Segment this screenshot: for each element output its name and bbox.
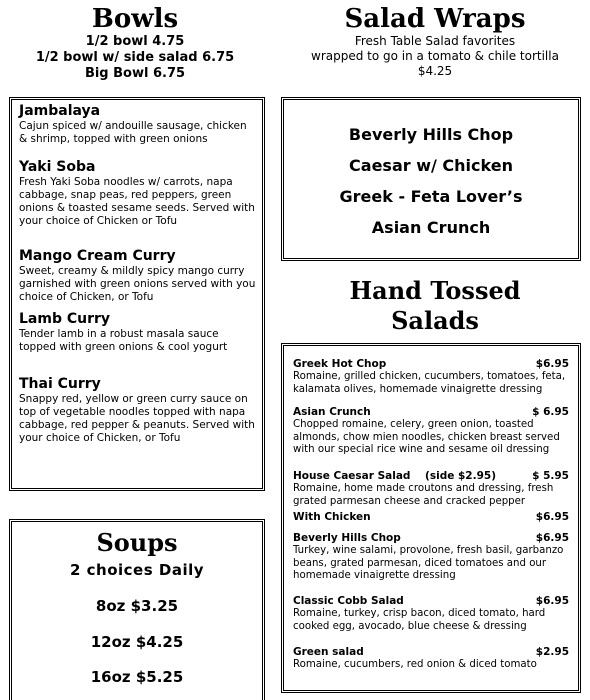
bowl-item-name: Yaki Soba [19, 159, 96, 175]
salad-item-price: $ 6.95 [532, 406, 569, 418]
bowl-price-half: 1/2 bowl 4.75 [85, 34, 185, 49]
salad-item-with-chicken [293, 511, 569, 524]
bowl-item-name: Thai Curry [19, 376, 101, 392]
salad-item-desc: Romaine, turkey, crisp bacon, diced tomato, hard cooked egg, avocado, blue cheese & dressing [293, 608, 546, 632]
salads-menu-box [281, 343, 581, 693]
salad-item-price: $ 5.95 [532, 470, 569, 482]
bowl-item-yaki-soba [19, 159, 258, 228]
bowl-price-big: Big Bowl 6.75 [84, 66, 186, 81]
soup-size-16oz: 16oz $5.25 [90, 668, 184, 686]
salad-item-desc: Turkey, wine salami, provolone, fresh basil, garbanzo beans, grated parmesan, diced tomatoes and our homemade vinaigrette dressing [293, 545, 564, 581]
wrap-item-asian-crunch: Asian Crunch [371, 218, 491, 237]
soup-size-12oz: 12oz $4.25 [90, 633, 184, 651]
bowl-item-name: Mango Cream Curry [19, 248, 176, 264]
salad-item-price: $6.95 [535, 595, 569, 607]
wraps-menu-box [281, 97, 581, 261]
salad-item-name: With Chicken [293, 511, 371, 523]
salad-item-house-caesar [293, 470, 569, 508]
salad-item-beverly-hills-chop [293, 532, 569, 583]
wraps-title: Salad Wraps [344, 4, 526, 34]
salad-item-asian-crunch [293, 406, 569, 457]
salad-item-green-salad [293, 646, 569, 672]
salad-item-greek-hot-chop [293, 358, 569, 396]
salads-title-line-2: Salads [391, 306, 479, 335]
soup-size-8oz: 8oz $3.25 [95, 597, 179, 615]
salad-item-name: Green salad [293, 646, 364, 658]
bowls-header [0, 4, 270, 82]
salad-item-desc: Chopped romaine, celery, green onion, toasted almonds, chow mien noodles, chicken breast served with our special rice wine and sesame oil dressing [293, 419, 560, 455]
salad-item-name: Classic Cobb Salad [293, 595, 404, 607]
wrap-item-greek: Greek - Feta Lover’s [339, 187, 523, 206]
bowl-item-name: Jambalaya [19, 103, 101, 119]
salad-item-classic-cobb [293, 595, 569, 633]
salad-item-name: Beverly Hills Chop [293, 532, 401, 544]
bowls-menu-box [9, 97, 265, 491]
bowl-item-jambalaya [19, 103, 258, 146]
salad-item-name: House Caesar Salad (side $2.95) [293, 470, 497, 482]
soups-subtitle: 2 choices Daily [69, 561, 205, 579]
bowl-item-thai-curry [19, 376, 258, 445]
bowl-item-desc: Cajun spiced w/ andouille sausage, chicken & shrimp, topped with green onions [19, 120, 247, 145]
soups-menu-box [9, 519, 265, 700]
salad-item-price: $6.95 [535, 511, 569, 523]
soups-title: Soups [96, 528, 178, 557]
salad-item-desc: Romaine, grilled chicken, cucumbers, tomatoes, feta, kalamata olives, homemade vinaigrette dressing [293, 371, 566, 395]
bowl-item-desc: Fresh Yaki Soba noodles w/ carrots, napa cabbage, snap peas, red peppers, green onions & toasted sesame seeds. Served with your choice of Chicken or Tofu [19, 176, 255, 227]
salad-item-price: $6.95 [535, 358, 569, 370]
salads-title-line-1: Hand Tossed [349, 276, 521, 305]
salad-item-desc: Romaine, home made croutons and dressing, fresh grated parmesan cheese and cracked pepper [293, 483, 554, 507]
wrap-item-beverly-hills-chop: Beverly Hills Chop [348, 125, 514, 144]
bowl-price-half-salad: 1/2 bowl w/ side salad 6.75 [35, 50, 235, 65]
bowl-item-desc: Sweet, creamy & mildly spicy mango curry garnished with green onions served with you choice of Chicken, or Tofu [19, 265, 256, 303]
salad-item-desc: Romaine, cucumbers, red onion & diced tomato [293, 659, 537, 670]
bowl-item-desc: Tender lamb in a robust masala sauce topped with green onions & cool yogurt [19, 328, 228, 353]
bowl-item-lamb-curry [19, 311, 258, 354]
bowls-title: Bowls [91, 4, 179, 34]
wraps-header [290, 4, 580, 79]
salad-item-name: Asian Crunch [293, 406, 371, 418]
salad-item-price: $6.95 [535, 532, 569, 544]
bowl-item-desc: Snappy red, yellow or green curry sauce on top of vegetable noodles topped with napa cabbage, red pepper & peanuts. Served with your choice of Chicken, or Tofu [19, 393, 255, 444]
bowl-item-name: Lamb Curry [19, 311, 111, 327]
wraps-price: $4.25 [417, 64, 453, 78]
wrap-item-caesar: Caesar w/ Chicken [349, 156, 513, 175]
bowl-item-mango-cream-curry [19, 248, 258, 304]
wraps-subtitle-1: Fresh Table Salad favorites [354, 34, 516, 48]
salad-item-name: Greek Hot Chop [293, 358, 387, 370]
salads-header [300, 276, 570, 336]
salad-item-price: $2.95 [535, 646, 569, 658]
wraps-subtitle-2: wrapped to go in a tomato & chile tortilla [311, 49, 559, 63]
